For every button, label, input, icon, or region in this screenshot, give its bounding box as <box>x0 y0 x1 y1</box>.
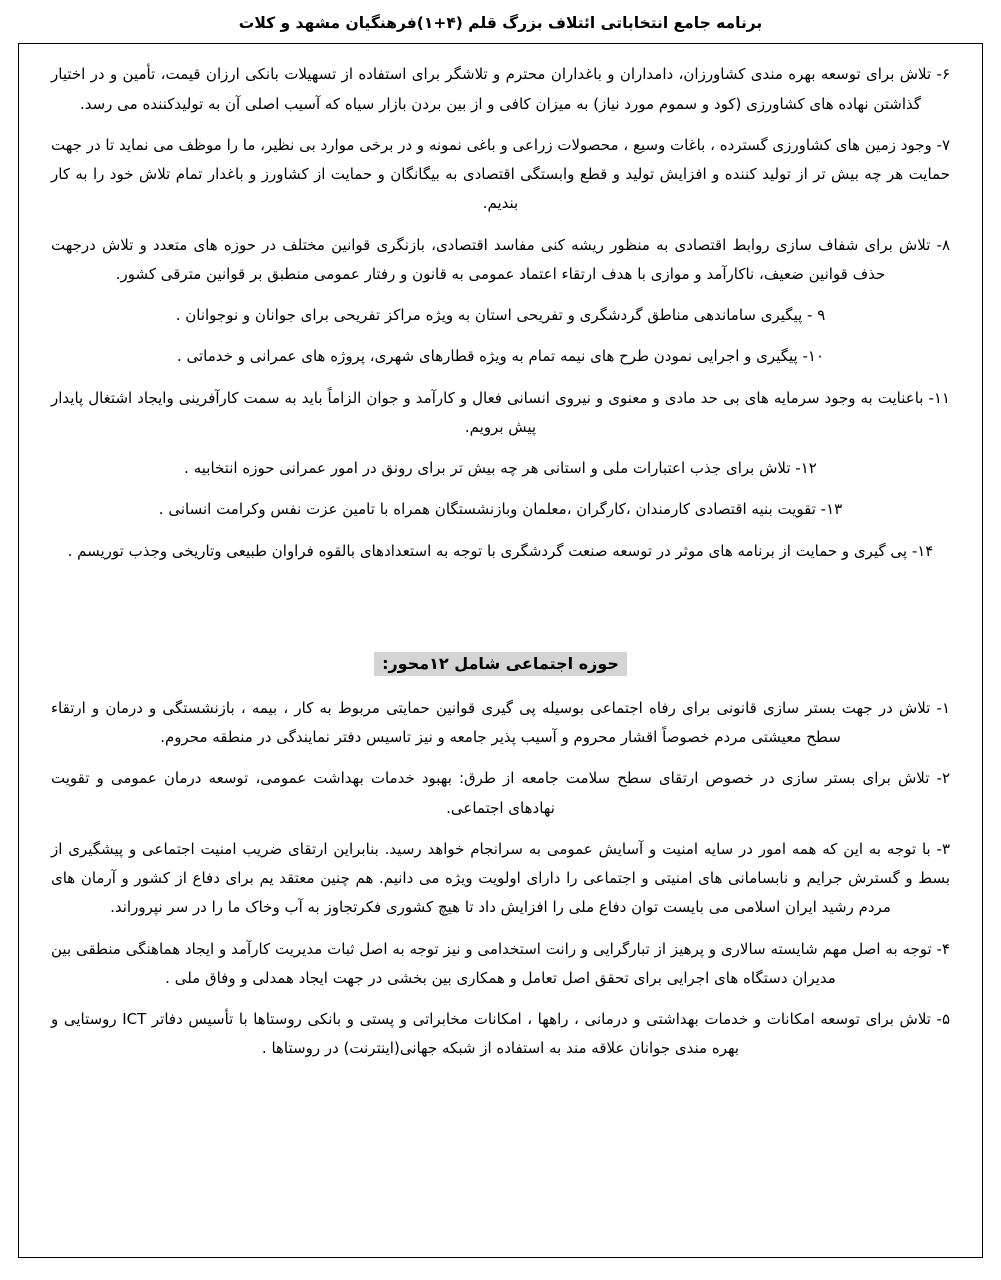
section-spacer <box>45 578 956 618</box>
section-heading-social <box>45 652 956 676</box>
list-item: ۳- با توجه به این که همه امور در سایه امنیت و آسایش عمومی به سرانجام خواهد رسید. بنابراین ارتقای ضریب امنیت اجتماعی و پیشگیری از بسط و گسترش جرایم و نابسامانی های امنیتی و اجتماعی را دارای اولویت ویژه می دانیم. هم چنین معتقد یم برای دفاع از کشور و آرمان های مردم رشید ایران اسلامی می بایست توان دفاع ملی را افزایش داد تا هیچ کشوری فکرتجاوز به آب وخاک ما را در سر نپروراند. <box>51 839 950 917</box>
list-item: ۱۰- پیگیری و اجرایی نمودن طرح های نیمه تمام به ویژه قطارهای شهری، پروژه های عمرانی و خدماتی . <box>176 347 825 366</box>
list-item: ۲- تلاش برای بستر سازی در خصوص ارتقای سطح سلامت جامعه از طرق: بهبود خدمات بهداشت عمومی، توسعه درمان عمومی و تقویت نهادهای اجتماعی. <box>51 769 950 817</box>
list-item: ۷- وجود زمین های کشاورزی گسترده ، باغات وسیع ، محصولات زراعی و باغی نمونه و در برخی موارد بی نظیر، ما را موظف می نماید تا در جهت حمایت هر چه بیش تر از تولید کننده و افزایش تولید و قطع وابستگی اقتصادی به بیگانگان و حمایت از کشاورز و باغدار تمام تلاش خود را به کار بندیم. <box>51 135 950 213</box>
list-item: ۹ - پیگیری ساماندهی مناطق گردشگری و تفریحی استان به ویژه مراکز تفریحی برای جوانان و نوجوانان . <box>175 306 826 324</box>
list-item: ۱- تلاش در جهت بستر سازی قانونی برای رفاه اجتماعی بوسیله پی گیری قوانین حمایتی مربوط به کار ، بیمه ، بازنشستگی و درمان و ارتقاء سطح معیشتی مردم خصوصاً اقشار محروم و آسیب پذیر جامعه و نیز تاسیس دفتر نمایندگی در منطقه محروم. <box>51 698 950 746</box>
list-item: ۶- تلاش برای توسعه بهره مندی کشاورزان، دامداران و باغداران محترم و تلاشگر برای استفاده از تسهیلات بانکی ارزان قیمت، تأمین و در اختیار گذاشتن نهاده های کشاورزی (کود و سموم مورد نیاز) به میزان کافی و از بین بردن بازار سیاه که آسیب اصلی آن به تولیدکننده می رسد. <box>51 65 950 113</box>
content-frame <box>18 43 983 1258</box>
social-section <box>45 694 956 1064</box>
page-title: برنامه جامع انتخاباتی ائتلاف بزرگ قلم (۴+۱)فرهنگیان مشهد و کلات <box>238 14 763 32</box>
list-item: ۱۲- تلاش برای جذب اعتبارات ملی و استانی هر چه بیش تر برای رونق در امور عمرانی حوزه انتخابیه . <box>184 459 817 477</box>
list-item: ۵- تلاش برای توسعه امکانات و خدمات بهداشتی و درمانی ، راهها ، امکانات مخابراتی و پستی و بانکی روستاها با تأسیس دفاتر ICT روستایی و بهره مندی جوانان علاقه مند به استفاده از شبکه جهانی(اینترنت) در روستاها . <box>51 1010 951 1058</box>
economic-section <box>45 60 956 566</box>
list-item: ۱۳- تقویت بنیه اقتصادی کارمندان ،کارگران ،معلمان وبازنشستگان همراه با تامین عزت نفس وکرامت انسانی . <box>158 500 843 519</box>
list-item: ۱۴- پی گیری و حمایت از برنامه های موثر در توسعه صنعت گردشگری با توجه به استعدادهای بالقوه فراوان طبیعی وتاریخی وجذب توریسم . <box>67 541 934 560</box>
list-item: ۴- توجه به اصل مهم شایسته سالاری و پرهیز از تبارگرایی و رانت استخدامی و نیز توجه به اصل ثبات مدیریت کارآمد و ایجاد هماهنگی منطقی بین مدیران دستگاه های اجرایی برای تحقق اصل تعامل و همکاری بین بخشی در جهت ایجاد همدلی و وفاق ملی . <box>51 939 950 987</box>
section-heading-text: حوزه اجتماعی شامل ۱۲محور: <box>374 652 627 676</box>
list-item: ۸- تلاش برای شفاف سازی روابط اقتصادی به منظور ریشه کنی مفاسد اقتصادی، بازنگری قوانین مختلف در حوزه های متعدد و تلاش درجهت حذف قوانین ضعیف، ناکارآمد و موازی با هدف ارتقاء اعتماد عمومی به قانون و رفتار عمومی منطبق بر قوانین مترقی کشور. <box>51 235 950 283</box>
list-item: ۱۱- باعنایت به وجود سرمایه های بی حد مادی و معنوی و نیروی انسانی فعال و کارآمد و جوان الزاماً باید به سمت کارآفرینی وایجاد اشتغال پایدار پیش برویم. <box>51 388 950 436</box>
